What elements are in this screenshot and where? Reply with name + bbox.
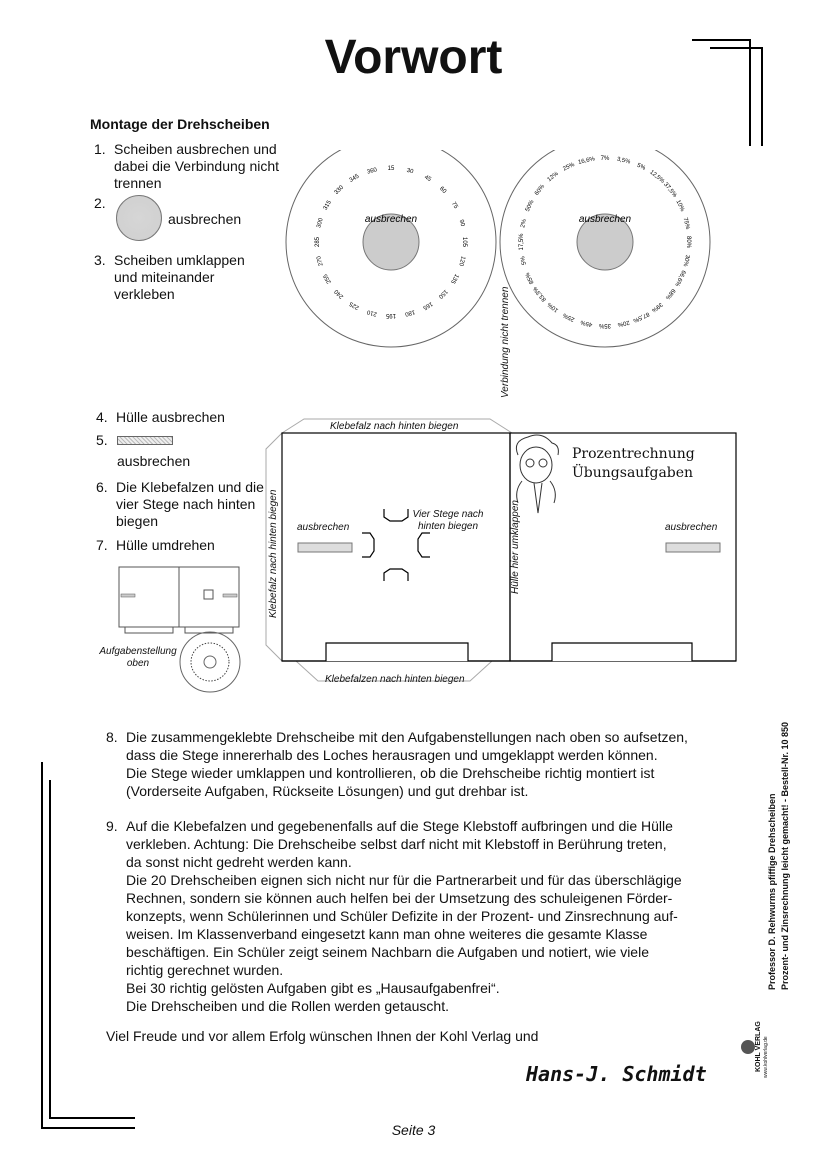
cover-title-2: Übungsaufgaben xyxy=(572,465,694,481)
left-ring-label: 360 xyxy=(366,167,378,176)
left-ring-label: 300 xyxy=(316,217,325,229)
right-ring-label: 12% xyxy=(546,171,560,184)
right-ring-label: 10% xyxy=(546,300,560,313)
left-disc-label: ausbrechen xyxy=(364,214,418,225)
fold-bottom-label: Klebefalzen nach hinten biegen xyxy=(325,674,465,685)
paragraph-8: 8. Die zusammengeklebte Drehscheibe mit den Aufgabenstellungen nach oben so aufsetzen, dass die Stege innererhalb des Loches herausragen und umgeklappt werden können. Die Stege wieder umklappen und kontrollieren, ob die Drehscheibe richtig montiert ist (Vorderseite Aufgaben, Rückseite Lösungen) und gut drehbar ist. xyxy=(106,729,688,799)
left-ring-label: 270 xyxy=(316,255,325,267)
right-ring-label: 68% xyxy=(663,287,676,301)
left-ring-label: 30 xyxy=(405,167,414,176)
cover-title-1: Prozentrechnung xyxy=(572,446,695,462)
logo-icon xyxy=(741,1040,755,1054)
left-ring-label: 90 xyxy=(457,219,466,228)
right-ring-label: 25% xyxy=(562,161,576,173)
right-ring-label: 35% xyxy=(598,322,612,328)
right-ring-label: 16,6% xyxy=(577,156,596,166)
left-ring-label: 135 xyxy=(449,272,460,285)
left-ring-label: 285 xyxy=(315,236,321,248)
left-ring-label: 75 xyxy=(449,201,459,210)
left-ring-label: 165 xyxy=(421,300,434,311)
signature: Hans-J. Schmidt xyxy=(526,1062,707,1086)
left-ring-label: 210 xyxy=(366,308,378,317)
left-ring-label: 150 xyxy=(436,287,449,300)
right-disc-label: ausbrechen xyxy=(578,214,632,225)
discs-diagram xyxy=(285,150,745,410)
aufgaben-label: Aufgabenstellung oben xyxy=(99,646,177,669)
slot-icon xyxy=(117,436,173,445)
left-ring-label: 180 xyxy=(404,308,416,317)
disc-icon xyxy=(116,195,162,241)
right-ring-label: 7% xyxy=(600,156,610,162)
professor-illustration xyxy=(516,435,558,513)
step-1: 1. Scheiben ausbrechen und dabei die Verbindung nicht trennen xyxy=(94,141,280,191)
left-ring-label: 105 xyxy=(461,236,467,248)
step-7: 7. Hülle umdrehen xyxy=(96,537,215,553)
sleeve-left-slot-label: ausbrechen xyxy=(297,522,350,533)
right-ring-label: 2% xyxy=(520,218,528,229)
right-ring-label: 60% xyxy=(534,183,547,197)
sleeve-right-slot-label: ausbrechen xyxy=(665,522,718,533)
step-4: 4. Hülle ausbrechen xyxy=(96,409,225,425)
right-ring-label: 17,5% xyxy=(519,233,525,251)
fold-left-label: Klebefalz nach hinten biegen xyxy=(268,489,279,618)
right-ring-label: 5% xyxy=(635,162,647,172)
right-ring-label: 66,6% xyxy=(673,269,687,287)
right-ring-label: 80% xyxy=(685,235,691,249)
left-ring-label: 330 xyxy=(333,184,346,197)
step-5: 5. ausbrechen xyxy=(96,432,191,469)
step-3: 3. Scheiben umklappen und miteinander verkleben xyxy=(94,252,245,302)
left-ring-label: 60 xyxy=(438,185,448,195)
left-ring-label: 345 xyxy=(348,173,361,184)
connection-label: Verbindung nicht trennen xyxy=(500,286,511,398)
step-2: 2. ausbrechen xyxy=(94,195,294,245)
left-ring-label: 255 xyxy=(322,272,333,285)
left-ring-label: 120 xyxy=(457,255,466,267)
right-ring-label: 50% xyxy=(524,199,536,213)
right-ring-label: 25% xyxy=(562,311,576,323)
left-ring-label: 225 xyxy=(348,300,361,311)
right-ring-label: 87,5% xyxy=(632,310,650,324)
left-ring-label: 240 xyxy=(333,287,346,300)
left-ring-label: 45 xyxy=(423,174,432,184)
side-text-2: Prozent- und Zinsrechnung leicht gemacht! - Bestell-Nr. 10 850 xyxy=(780,721,790,990)
kohl-logo: KOHL VERLAG www.kohlverlag.de xyxy=(741,1000,771,1080)
section-heading: Montage der Drehscheiben xyxy=(90,116,270,132)
left-ring-label: 195 xyxy=(385,312,397,318)
left-ring-label: 15 xyxy=(387,166,395,172)
side-text-1: Professor D. Rehwurms pfiffige Drehscheiben xyxy=(767,793,777,990)
right-ring-label: 30% xyxy=(681,253,691,267)
assembled-disc xyxy=(178,630,242,694)
right-ring-label: 75% xyxy=(681,217,691,231)
right-ring-label: 45% xyxy=(580,318,594,328)
paragraph-9: 9. Auf die Klebefalzen und gegebenenfalls auf die Stege Klebstoff aufbringen und die Hülle verkleben. Achtung: Die Drehscheibe selbst darf nicht mit Klebstoff in Berührung treten, da sonst nicht gedreht werden kann. Die 20 Drehscheiben eignen sich nicht nur für die Partnerarbeit und für das überschlägige Rechnen, sondern sie können auch helfen bei der Umsetzung des schuleigenen Förder- konzepts, wenn Schülerinnen und Schüler Defizite in der Prozent- und Zinsrechnung auf- weisen. Im Klassenverband eingesetzt kann man ohne weiteres die gesamte Klasse beschäftigen. Ein Schüler zeigt seinem Nachbarn die Aufgaben und notiert, wie viele richtig gerechnet wurden. Bei 30 richtig gelösten Aufgaben gibt es „Hausaufgabenfrei“. Die Drehscheiben und die Rollen werden getauscht. xyxy=(106,818,682,1014)
right-ring-label: 12,5% xyxy=(648,169,666,185)
right-ring-label: 10% xyxy=(674,199,686,213)
right-ring-label: 5% xyxy=(520,255,528,266)
right-ring-label: 3,5% xyxy=(616,156,631,166)
step-6: 6. Die Klebefalzen und die vier Stege nach hinten biegen xyxy=(96,479,264,529)
page-footer: Seite 3 xyxy=(391,1122,436,1138)
sleeve-preview xyxy=(115,563,245,638)
closing-line: Viel Freude und vor allem Erfolg wünschen Ihnen der Kohl Verlag und xyxy=(106,1028,539,1044)
right-ring-label: 39% xyxy=(650,300,664,313)
right-ring-label: 85% xyxy=(524,271,536,285)
right-ring-label: 37,5% xyxy=(662,181,678,199)
page-title: Vorwort xyxy=(324,31,503,84)
right-ring-label: 83,3% xyxy=(532,285,548,303)
fold-top-label: Klebefalz nach hinten biegen xyxy=(330,421,459,432)
left-ring-label: 315 xyxy=(322,199,333,212)
stege-label: Vier Stege nach hinten biegen xyxy=(412,509,484,532)
right-ring-label: 20% xyxy=(616,318,630,328)
fold-center-label: Hülle hier umklappen xyxy=(510,500,521,594)
